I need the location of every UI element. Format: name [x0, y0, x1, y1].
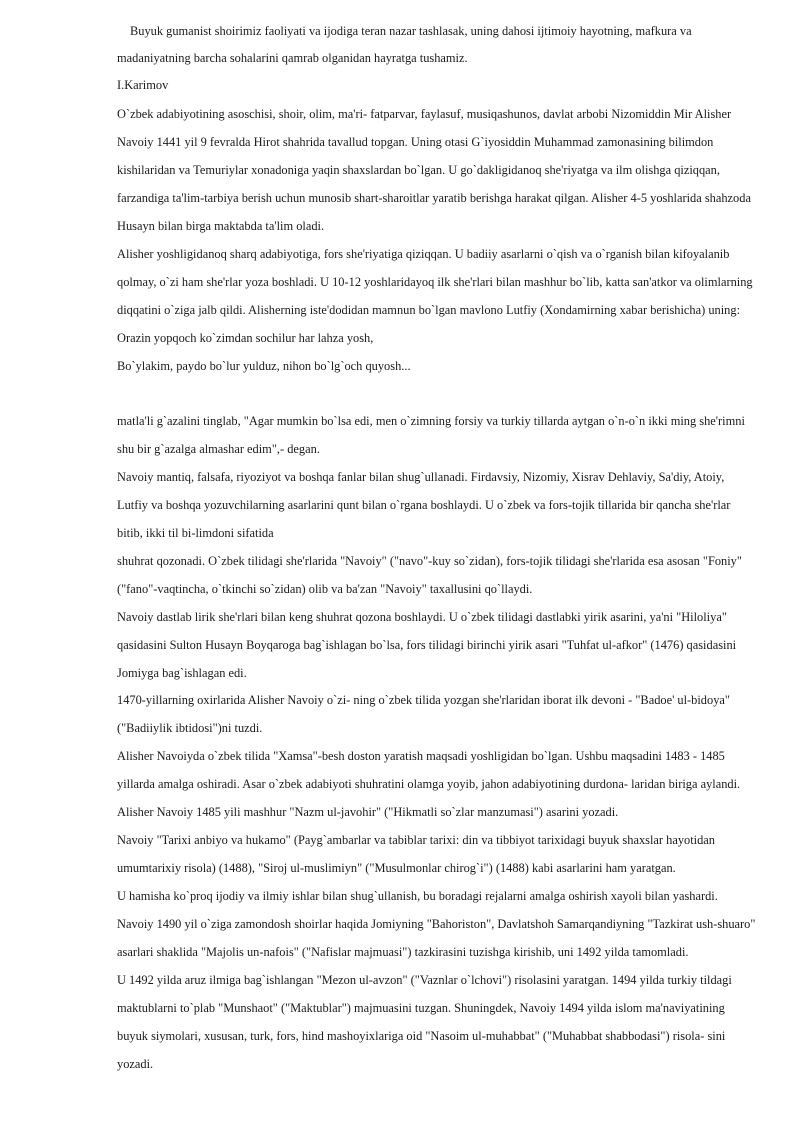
paragraph-line: ("Badiiylik ibtidosi")ni tuzdi.	[117, 721, 263, 735]
paragraph-line: shu bir g`azalga almashar edim",- degan.	[117, 442, 320, 456]
paragraph-line: Navoiy 1490 yil o`ziga zamondosh shoirlar haqida Jomiyning "Bahoriston", Davlatshoh Samarqandiyning "Tazkirat ush-shuaro"	[117, 917, 756, 931]
paragraph-line: qasidasini Sulton Husayn Boyqaroga bag`ishlagan bo`lsa, fors tilidagi birinchi yirik asari "Tuhfat ul-afkor" (1476) qasidasini	[117, 638, 737, 652]
verse-line: Bo`ylakim, paydo bo`lur yulduz, nihon bo`lg`och quyosh...	[117, 359, 411, 373]
paragraph-line: Lutfiy va boshqa yozuvchilarning asarlarini qunt bilan o`rgana boshlaydi. U o`zbek va fors-tojik tillarida bir qancha she'rlar	[117, 498, 731, 512]
paragraph-line: umumtarixiy risola) (1488), "Siroj ul-muslimiyn" ("Musulmonlar chirog`i") (1488) kabi asarlarini ham yaratgan.	[117, 861, 676, 875]
paragraph-line: Alisher Navoiyda o`zbek tilida "Xamsa"-besh doston yaratish maqsadi yoshligidan bo`lgan. Ushbu maqsadini 1483 - 1485	[117, 749, 725, 763]
paragraph-line: U hamisha ko`proq ijodiy va ilmiy ishlar bilan shug`ullanish, bu boradagi rejalarni amalga oshirish xayoli bilan yashardi.	[117, 889, 718, 903]
paragraph-line: Husayn bilan birga maktabda ta'lim oladi.	[117, 219, 325, 233]
verse-line: Orazin yopqoch ko`zimdan sochilur har lahza yosh,	[117, 331, 374, 345]
paragraph-line: yillarda amalga oshiradi. Asar o`zbek adabiyoti shuhratini olamga yoyib, jahon adabiyotining durdona- laridan biriga aylandi.	[117, 777, 741, 791]
paragraph-line: matla'li g`azalini tinglab, "Agar mumkin bo`lsa edi, men o`zimning forsiy va turkiy tillarda aytgan o`n-o`n ikki ming she'rimni	[117, 414, 745, 428]
paragraph-line: Navoiy dastlab lirik she'rlari bilan keng shuhrat qozona boshlaydi. U o`zbek tilidagi dastlabki yirik asarini, ya'ni "Hiloliya"	[117, 610, 727, 624]
epigraph-author: I.Karimov	[117, 78, 169, 92]
paragraph-line: shuhrat qozonadi. O`zbek tilidagi she'rlarida "Navoiy" ("navo"-kuy so`zidan), fors-tojik tilidagi she'rlarida esa asosan "Foniy"	[117, 554, 742, 568]
paragraph-line: diqqatini o`ziga jalb qildi. Alisherning iste'dodidan mamnun bo`lgan mavlono Lutfiy (Xondamirning xabar berishicha) uning:	[117, 303, 741, 317]
paragraph-line: farzandiga ta'lim-tarbiya berish uchun munosib shart-sharoitlar yaratib berishga harakat qilgan. Alisher 4-5 yoshlarida shahzoda	[117, 191, 751, 205]
paragraph-line: ("fano"-vaqtincha, o`tkinchi so`zidan) olib va ba'zan "Navoiy" taxallusini qo`llaydi.	[117, 582, 533, 596]
paragraph-line: maktublarni to`plab "Munshaot" ("Maktublar") majmuasini tuzgan. Shuningdek, Navoiy 1494 yilda islom ma'naviyatining	[117, 1001, 725, 1015]
paragraph-line: kishilaridan va Temuriylar xonadoniga yaqin shaxslardan bo`lgan. U go`dakligidanoq she'riyatga va ilm olishga qiziqqan,	[117, 163, 720, 177]
paragraph-line: 1470-yillarning oxirlarida Alisher Navoiy o`zi- ning o`zbek tilida yozgan she'rlaridan iborat ilk devoni - "Badoe' ul-bidoya"	[117, 693, 730, 707]
paragraph-line: Navoiy mantiq, falsafa, riyoziyot va boshqa fanlar bilan shug`ullanadi. Firdavsiy, Nizomiy, Xisrav Dehlaviy, Sa'diy, Atoiy,	[117, 470, 725, 484]
paragraph-line: Alisher Navoiy 1485 yili mashhur "Nazm ul-javohir" ("Hikmatli so`zlar manzumasi") asarini yozadi.	[117, 805, 619, 819]
paragraph-line: bitib, ikki til bi-limdoni sifatida	[117, 526, 274, 540]
paragraph-line: Alisher yoshligidanoq sharq adabiyotiga, fors she'riyatiga qiziqqan. U badiiy asarlarni o`qish va o`rganish bilan kifoyalanib	[117, 247, 730, 261]
paragraph-line: U 1492 yilda aruz ilmiga bag`ishlangan "Mezon ul-avzon" ("Vaznlar o`lchovi") risolasini yaratgan. 1494 yilda turkiy tildagi	[117, 973, 732, 987]
paragraph-line: Navoiy 1441 yil 9 fevralda Hirot shahrida tavallud topgan. Uning otasi G`iyosiddin Muhammad zamonasining bilimdon	[117, 135, 714, 149]
paragraph-line: qolmay, o`zi ham she'rlar yoza boshladi. U 10-12 yoshlaridayoq ilk she'rlari bilan mashhur bo`lib, katta san'atkor va olimlarning	[117, 275, 753, 289]
paragraph-line: yozadi.	[117, 1057, 154, 1071]
paragraph-line: buyuk siymolari, xususan, turk, fors, hind mashoyixlariga oid "Nasoim ul-muhabbat" ("Muhabbat shabbodasi") risola- sini	[117, 1029, 726, 1043]
paragraph-line: Jomiyga bag`ishlagan edi.	[117, 666, 247, 680]
epigraph-line: Buyuk gumanist shoirimiz faoliyati va ijodiga teran nazar tashlasak, uning dahosi ijtimoiy hayotning, mafkura va	[130, 24, 692, 38]
paragraph-line: asarlari shaklida "Majolis un-nafois" ("Nafislar majmuasi") tazkirasini tuzishga kirishib, uni 1492 yilda tamomladi.	[117, 945, 689, 959]
paragraph-line: Navoiy "Tarixi anbiyo va hukamo" (Payg`ambarlar va tabiblar tarixi: din va tibbiyot tarixidagi buyuk shaxslar hayotidan	[117, 833, 715, 847]
paragraph-line: O`zbek adabiyotining asoschisi, shoir, olim, ma'ri- fatparvar, faylasuf, musiqashunos, davlat arbobi Nizomiddin Mir Alisher	[117, 107, 732, 121]
epigraph-line: madaniyatning barcha sohalarini qamrab olganidan hayratga tushamiz.	[117, 51, 468, 65]
